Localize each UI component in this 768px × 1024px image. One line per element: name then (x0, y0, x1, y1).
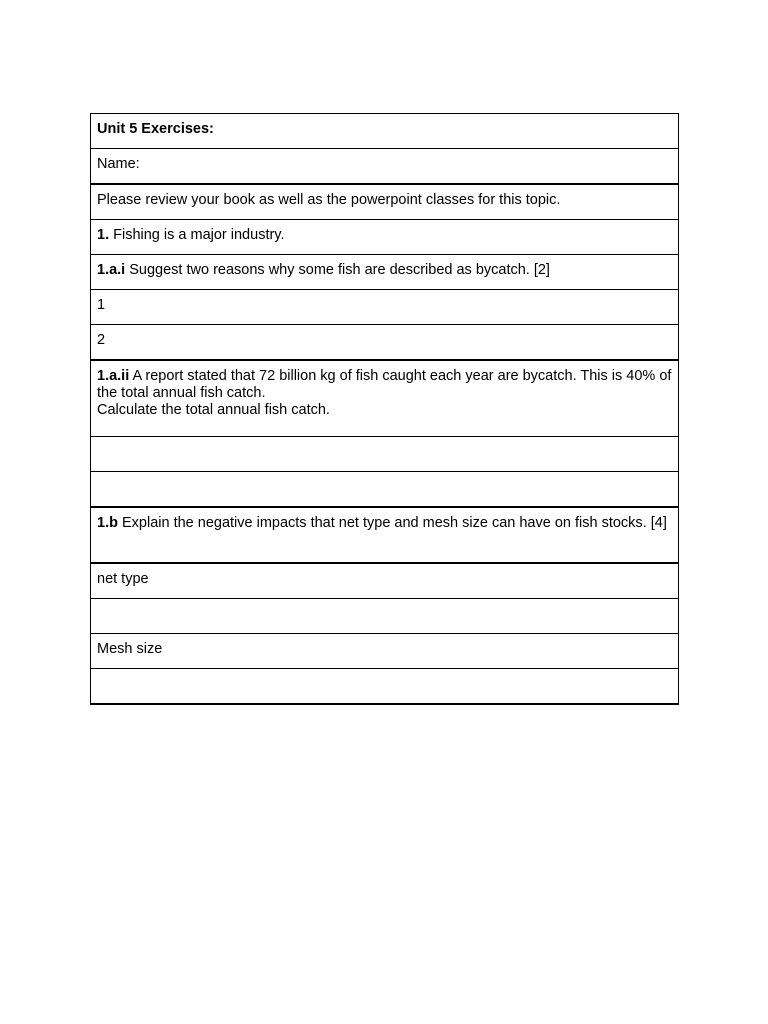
intro-row (91, 184, 679, 220)
question-1aii-cell (91, 360, 679, 437)
answer-cell-blank-1[interactable] (91, 437, 679, 472)
name-row (91, 149, 679, 185)
answer-label-1: 1 (97, 297, 106, 313)
question-1-cell (91, 220, 679, 255)
answer-row (91, 325, 679, 361)
net-type-row (91, 563, 679, 599)
question-1ai-text: Suggest two reasons why some fish are described as bycatch. [2] (129, 262, 550, 278)
question-1ai-row (91, 255, 679, 290)
mesh-size-label: Mesh size (97, 641, 163, 657)
answer-row (91, 599, 679, 634)
answer-row (91, 472, 679, 508)
mesh-size-answer-cell[interactable] (91, 669, 679, 705)
mesh-size-row (91, 634, 679, 669)
question-1ai-number: 1.a.i (97, 262, 126, 278)
answer-cell-1[interactable] (91, 290, 679, 325)
question-1-row (91, 220, 679, 255)
question-1aii-row (91, 360, 679, 437)
question-1-text: Fishing is a major industry. (113, 227, 285, 243)
question-1aii-text: A report stated that 72 billion kg of fish caught each year are bycatch. This is 40% of the total annual fish catch. (97, 368, 672, 401)
worksheet-title (91, 114, 679, 149)
question-1b-cell (91, 507, 679, 563)
question-1b-row (91, 507, 679, 563)
answer-row (91, 669, 679, 705)
answer-row (91, 437, 679, 472)
answer-row (91, 290, 679, 325)
net-type-cell[interactable] (91, 563, 679, 599)
worksheet-table (90, 113, 679, 705)
answer-cell-2[interactable] (91, 325, 679, 361)
answer-label-2: 2 (97, 332, 106, 348)
net-type-label: net type (97, 571, 149, 587)
question-1ai-cell (91, 255, 679, 290)
question-1b-text: Explain the negative impacts that net type and mesh size can have on fish stocks. [4] (121, 515, 667, 531)
intro-cell (91, 184, 679, 220)
worksheet-title-text: Unit 5 Exercises: (97, 121, 214, 137)
question-1aii-number: 1.a.ii (97, 368, 130, 384)
answer-cell-blank-2[interactable] (91, 472, 679, 508)
question-1aii-instruction: Calculate the total annual fish catch. (97, 402, 330, 418)
mesh-size-cell[interactable] (91, 634, 679, 669)
net-type-answer-cell[interactable] (91, 599, 679, 634)
intro-text: Please review your book as well as the powerpoint classes for this topic. (97, 192, 561, 208)
name-label: Name: (97, 156, 140, 172)
question-1b-number: 1.b (97, 515, 118, 531)
name-cell[interactable] (91, 149, 679, 185)
title-row (91, 114, 679, 149)
question-1-number: 1. (97, 227, 110, 243)
